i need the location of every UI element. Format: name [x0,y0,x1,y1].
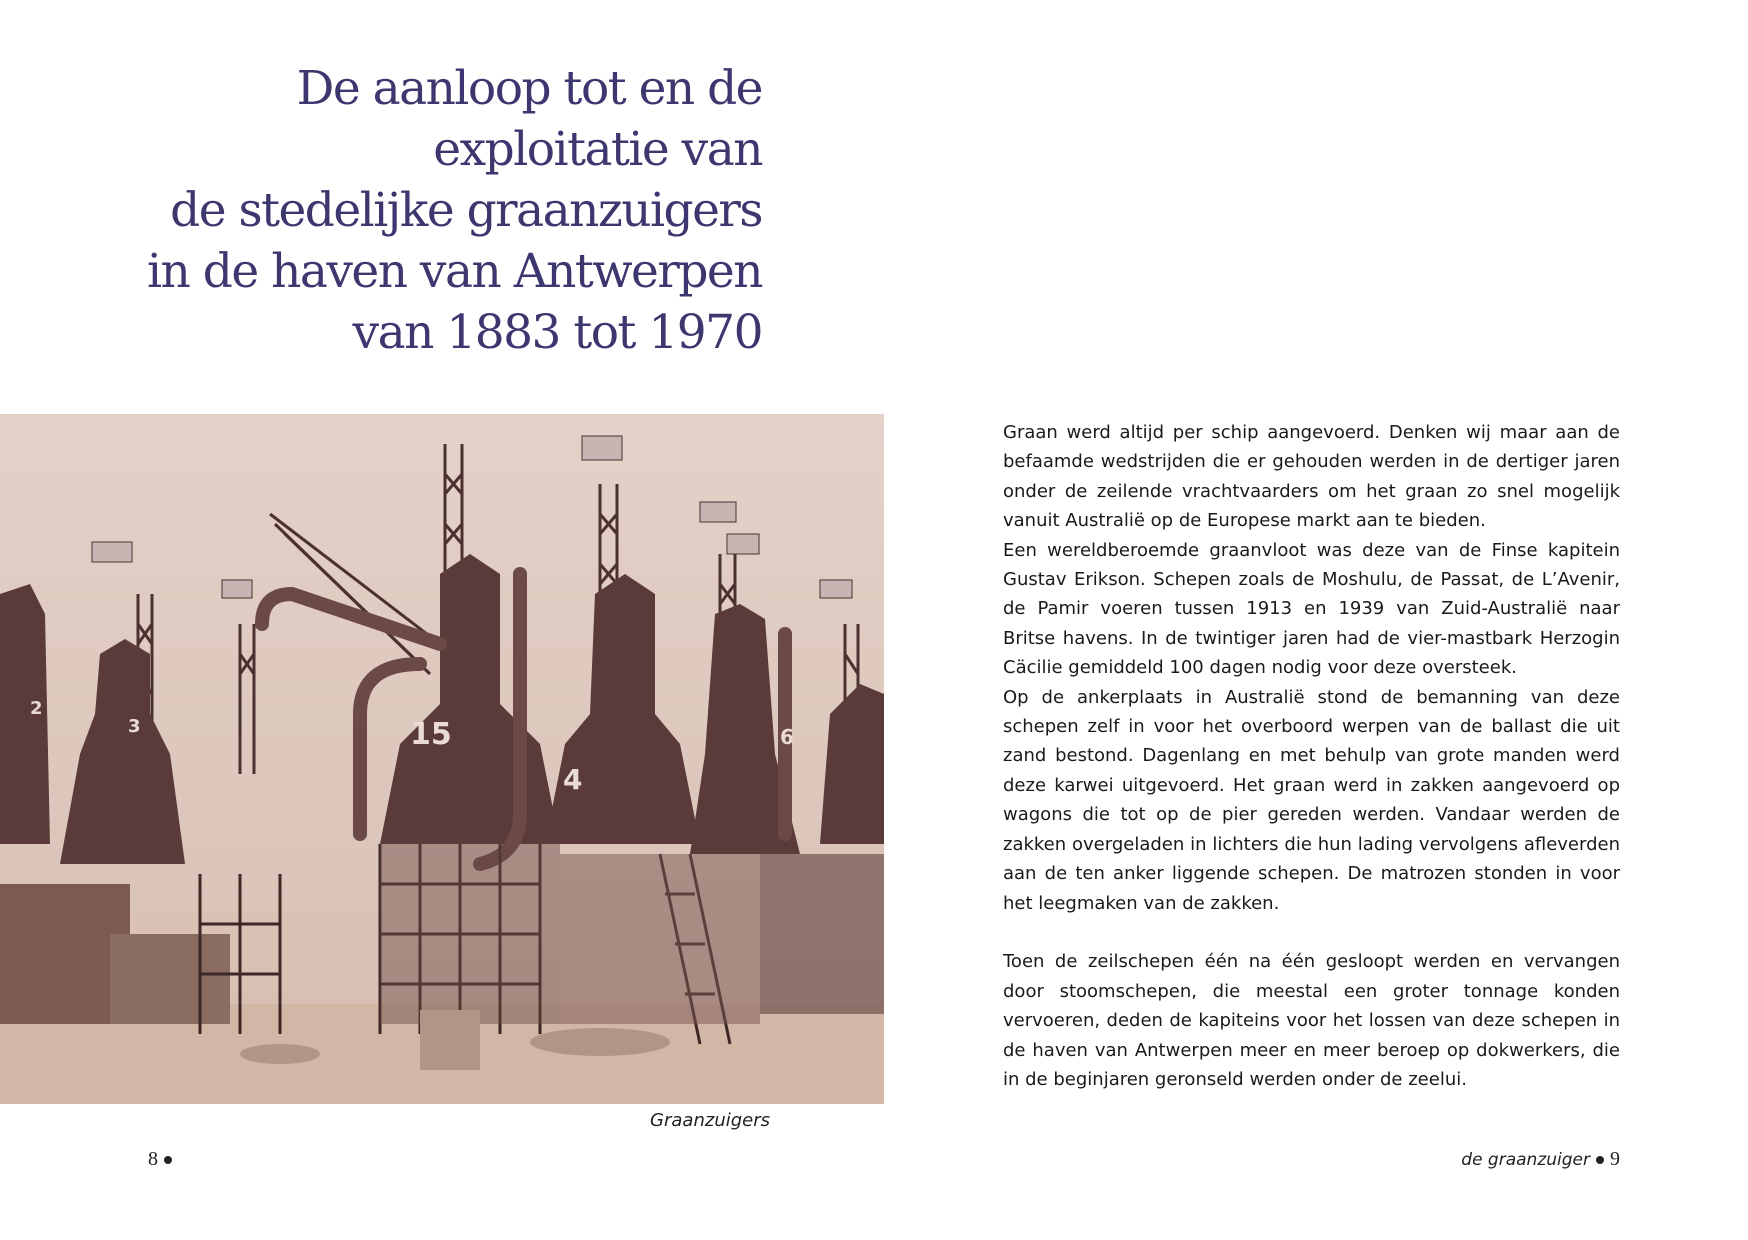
page-number-left [148,1148,178,1171]
elevator-number: 3 [128,716,141,737]
paragraph: Op de ankerplaats in Australië stond de bemanning van deze schepen zelf in voor het overboord werpen van de ballast die uit zand bestond. Dagenlang en met behulp van grote manden werd deze karwei uitgevoerd. Het graan werd in zakken aangevoerd op wagons die tot op de pier gereden werden. Vandaar werden de zakken overgeladen in lichters die hun lading vervolgens afleverden aan de ten anker liggende schepen. De matrozen stonden in voor het leegmaken van de zakken. [1003,686,1620,914]
title-line: exploitatie van [433,122,762,177]
bullet-dot-icon [164,1156,172,1164]
running-title: de graanzuiger [1461,1150,1590,1170]
photo-illustration [0,414,884,1104]
title-line: de stedelijke graanzuigers [170,183,762,238]
elevator-number: 6 [780,725,794,749]
title-line: in de haven van Antwerpen [146,244,762,299]
running-footer [1380,1148,1620,1171]
elevator-number: 4 [563,763,583,796]
paragraph: Toen de zeilschepen één na één gesloopt werden en vervangen door stoomschepen, die meestal een groter tonnage konden vervoeren, deden de kapiteins voor het lossen van deze schepen in de haven van Antwerpen meer en meer beroep op dokwerkers, die in de beginjaren geronseld werden onder de zeelui. [1003,951,1620,1090]
page-number: 8 [148,1148,158,1170]
page-number: 9 [1610,1148,1620,1170]
title-line: De aanloop tot en de [296,61,762,116]
body-text [1003,418,1620,1094]
elevator-number: 15 [410,717,452,752]
bullet-dot-icon [1596,1156,1604,1164]
grain-elevators-photo [0,414,884,1104]
figure-caption: Graanzuigers [650,1110,770,1131]
paragraph: Graan werd altijd per schip aangevoerd. Denken wij maar aan de befaamde wedstrijden die er gehouden werden in de dertiger jaren onder de zeilende vrachtvaarders om het graan zo snel mogelijk vanuit Australië op de Europese markt aan te bieden. [1003,422,1620,532]
elevator-number: 2 [30,698,43,719]
chapter-title [60,58,762,363]
paragraph: Een wereldberoemde graanvloot was deze van de Finse kapitein Gustav Erikson. Schepen zoals de Moshulu, de Passat, de L’Avenir, de Pamir voeren tussen 1913 en 1939 van Zuid-Australië naar Britse havens. In de twintiger jaren had de vier-mastbark Herzogin Cäcilie gemiddeld 100 dagen nodig voor deze oversteek. [1003,539,1620,679]
title-line: van 1883 tot 1970 [352,305,762,360]
